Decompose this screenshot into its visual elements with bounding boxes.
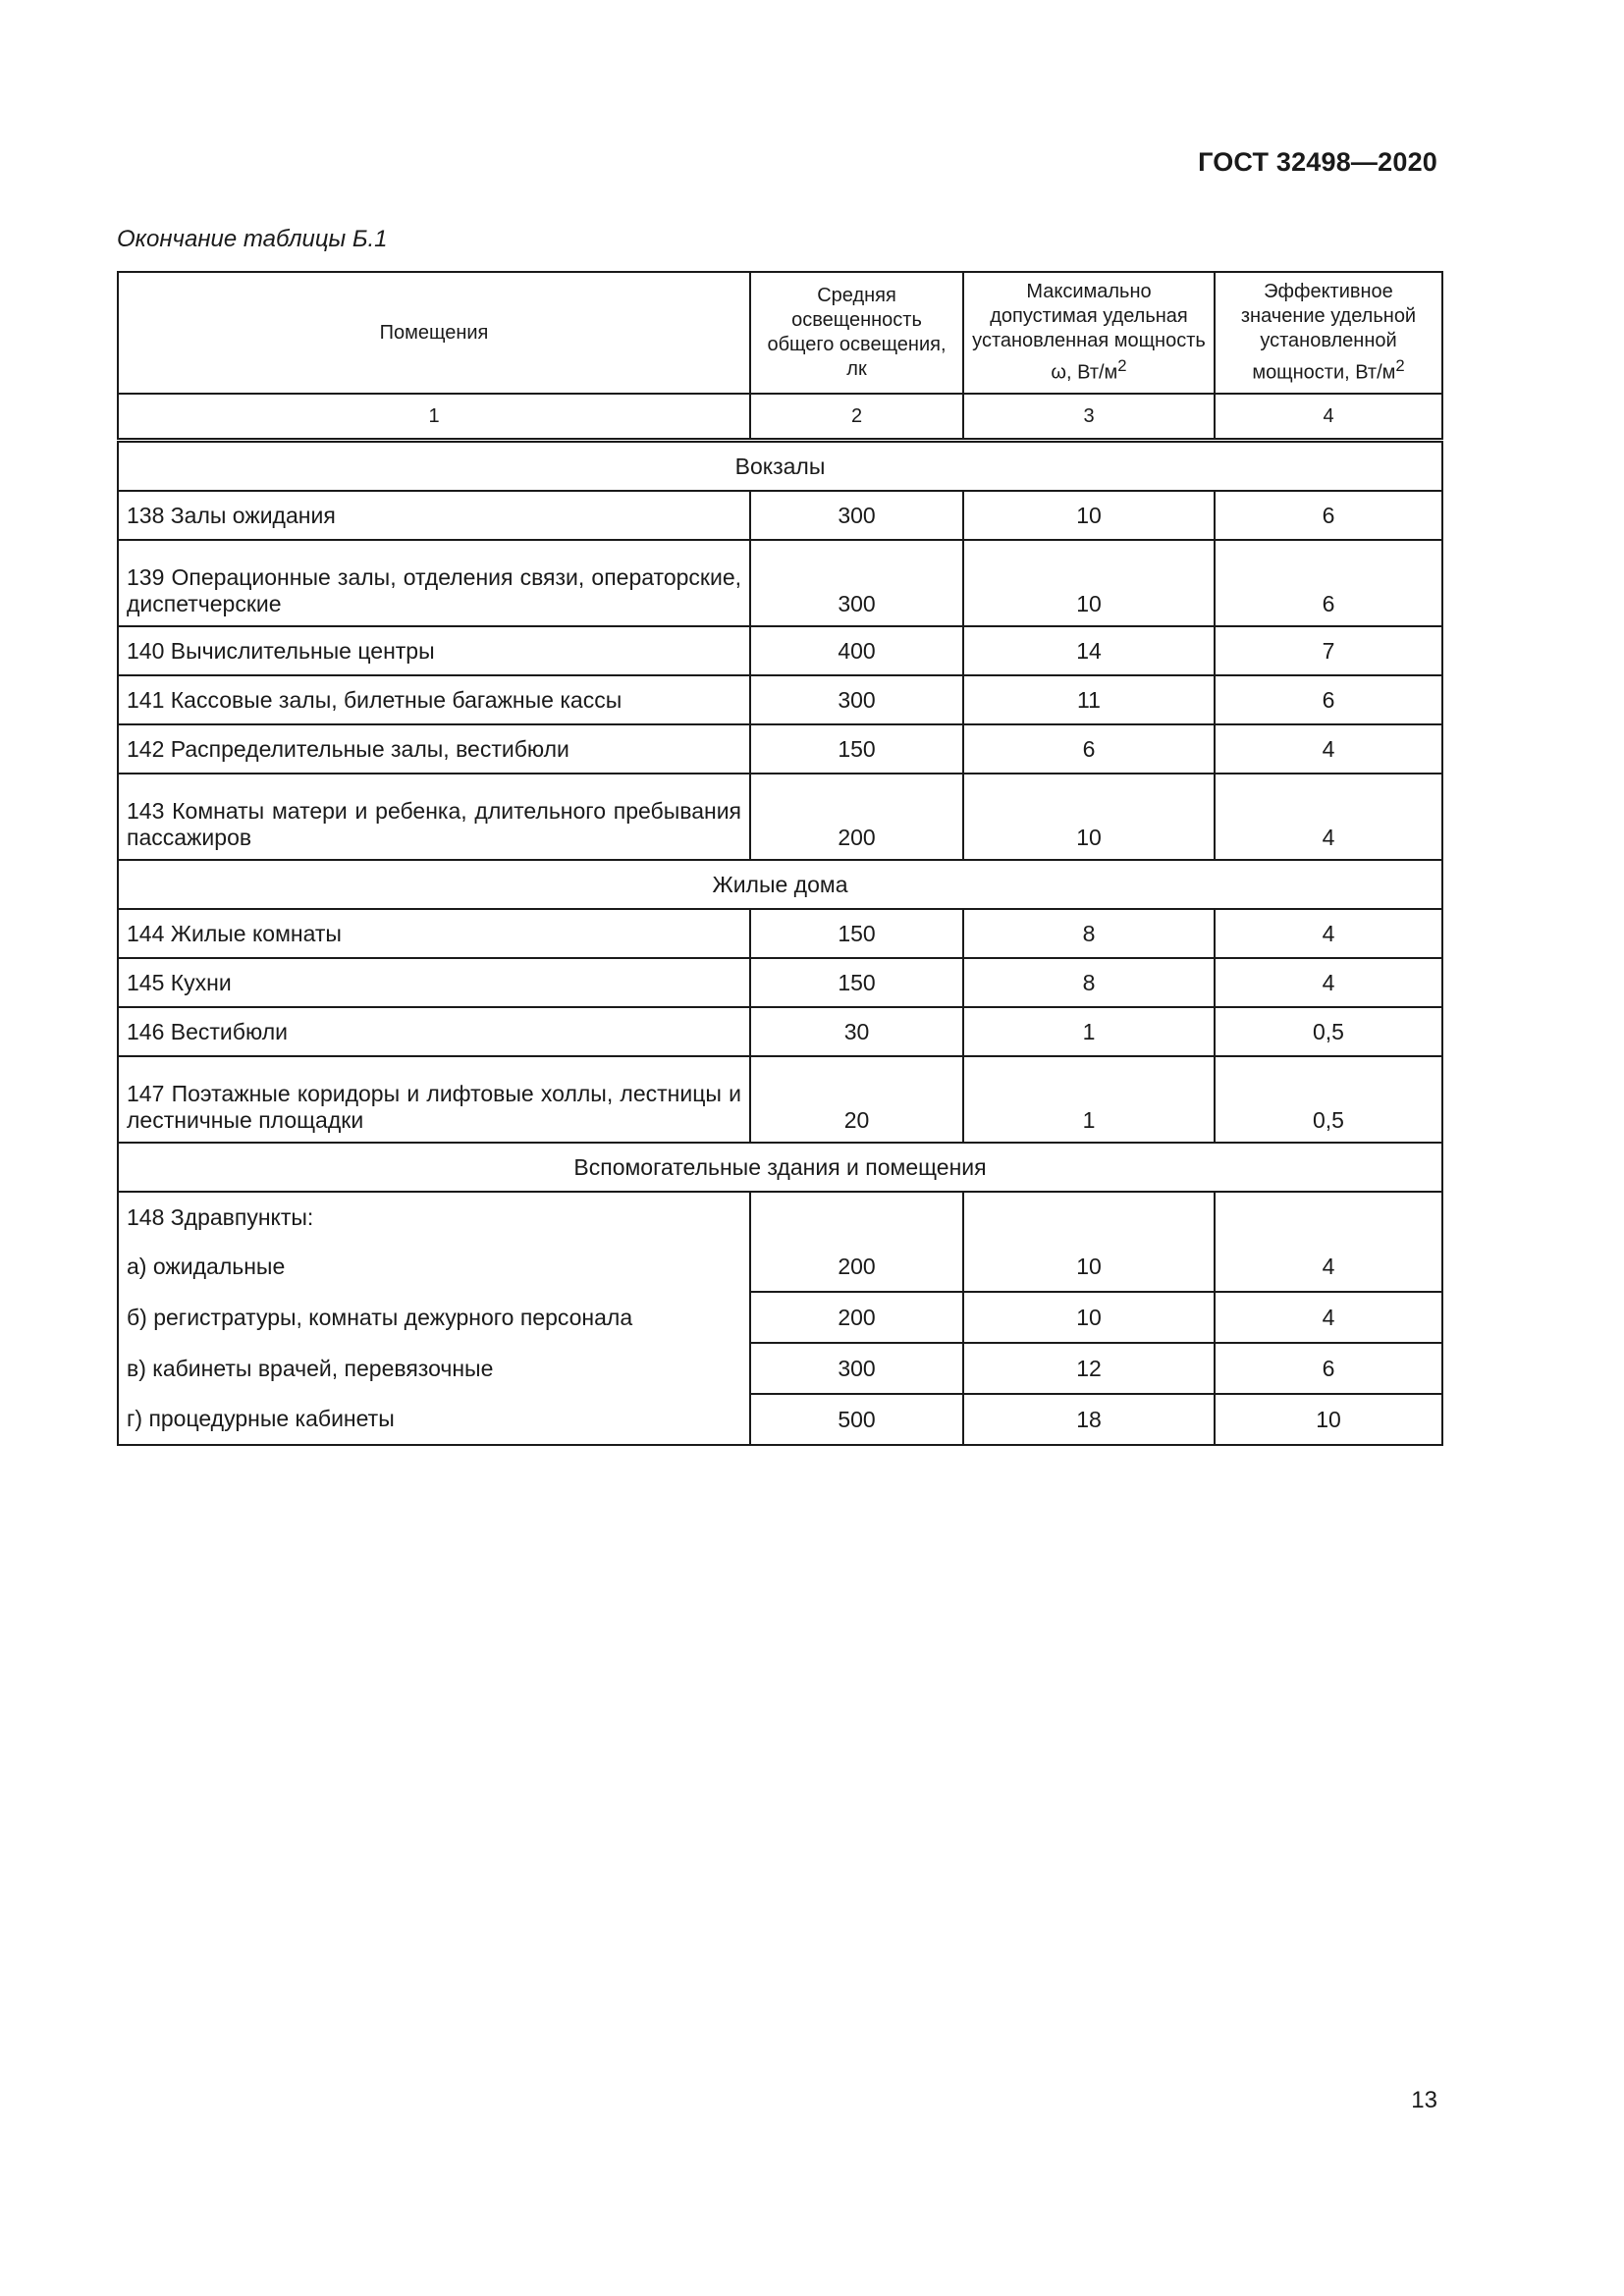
table-row (118, 540, 1442, 626)
max-power-value: 11 (963, 675, 1215, 724)
effective-power-value: 7 (1215, 626, 1442, 675)
illuminance-value: 150 (750, 724, 963, 774)
room-name: 138 Залы ожидания (118, 491, 750, 540)
table-row (118, 675, 1442, 724)
table-row (118, 626, 1442, 675)
illuminance-value: 150 (750, 909, 963, 958)
table-row (118, 1056, 1442, 1143)
max-power-value: 1 (963, 1007, 1215, 1056)
column-number: 2 (750, 394, 963, 441)
effective-power-value: 6 (1215, 491, 1442, 540)
effective-power-value: 4 (1215, 724, 1442, 774)
lighting-power-table (117, 271, 1443, 1446)
illuminance-value: 20 (750, 1056, 963, 1143)
table-row (118, 724, 1442, 774)
effective-power-value: 4 (1215, 958, 1442, 1007)
column-header-max-power: Максимально допустимая удельная установленная мощность ω, $Вт/м^2$ (963, 272, 1215, 394)
table-row (118, 1343, 1442, 1394)
column-number: 4 (1215, 394, 1442, 441)
room-name: г) процедурные кабинеты (118, 1394, 750, 1445)
room-name: 143 Комнаты матери и ребенка, длительного пребывания пассажиров (118, 774, 750, 860)
max-power-value: 14 (963, 626, 1215, 675)
illuminance-value: 500 (750, 1394, 963, 1445)
max-power-value: 10 (963, 491, 1215, 540)
column-header-illuminance: Средняя освещенность общего освещения, лк (750, 272, 963, 394)
table-row (118, 1242, 1442, 1292)
table-caption: Окончание таблицы Б.1 (117, 226, 388, 252)
room-name: а) ожидальные (118, 1242, 750, 1292)
section-row (118, 441, 1442, 492)
column-header-rooms: Помещения (118, 272, 750, 394)
column-number-row (118, 394, 1442, 441)
effective-power-value: 6 (1215, 1343, 1442, 1394)
table-row (118, 958, 1442, 1007)
table-row (118, 909, 1442, 958)
illuminance-value: 150 (750, 958, 963, 1007)
illuminance-value: 300 (750, 1343, 963, 1394)
room-name: б) регистратуры, комнаты дежурного персонала (118, 1292, 750, 1343)
column-header-effective-power: Эффективное значение удельной установленной мощности, $Вт/м^2$ (1215, 272, 1442, 394)
effective-power-value: 10 (1215, 1394, 1442, 1445)
room-name: 140 Вычислительные центры (118, 626, 750, 675)
illuminance-value: 200 (750, 1292, 963, 1343)
max-power-value: 10 (963, 774, 1215, 860)
illuminance-value: 200 (750, 1242, 963, 1292)
empty-cell (750, 1192, 963, 1242)
max-power-value: 10 (963, 540, 1215, 626)
section-row (118, 1143, 1442, 1192)
effective-power-value: 0,5 (1215, 1056, 1442, 1143)
table-row (118, 1192, 1442, 1242)
max-power-value: 10 (963, 1292, 1215, 1343)
table-row (118, 1007, 1442, 1056)
section-title: Жилые дома (118, 860, 1442, 909)
illuminance-value: 200 (750, 774, 963, 860)
room-name: 141 Кассовые залы, билетные багажные кассы (118, 675, 750, 724)
effective-power-value: 6 (1215, 675, 1442, 724)
section-row (118, 860, 1442, 909)
max-power-value: 8 (963, 909, 1215, 958)
room-name: 145 Кухни (118, 958, 750, 1007)
effective-power-value: 4 (1215, 909, 1442, 958)
empty-cell (963, 1192, 1215, 1242)
empty-cell (1215, 1192, 1442, 1242)
effective-power-value: 4 (1215, 774, 1442, 860)
illuminance-value: 400 (750, 626, 963, 675)
table-row (118, 1394, 1442, 1445)
max-power-value: 18 (963, 1394, 1215, 1445)
max-power-value: 8 (963, 958, 1215, 1007)
table-header-row (118, 272, 1442, 394)
standard-code: ГОСТ 32498—2020 (1198, 147, 1437, 177)
table-row (118, 491, 1442, 540)
max-power-value: 1 (963, 1056, 1215, 1143)
room-name: в) кабинеты врачей, перевязочные (118, 1343, 750, 1394)
section-title: Вокзалы (118, 441, 1442, 492)
illuminance-value: 300 (750, 540, 963, 626)
section-title: Вспомогательные здания и помещения (118, 1143, 1442, 1192)
room-name: 142 Распределительные залы, вестибюли (118, 724, 750, 774)
page-number: 13 (1411, 2087, 1437, 2113)
illuminance-value: 30 (750, 1007, 963, 1056)
max-power-value: 6 (963, 724, 1215, 774)
effective-power-value: 6 (1215, 540, 1442, 626)
column-number: 1 (118, 394, 750, 441)
room-group-name: 148 Здравпункты: (118, 1192, 750, 1242)
illuminance-value: 300 (750, 491, 963, 540)
max-power-value: 12 (963, 1343, 1215, 1394)
effective-power-value: 4 (1215, 1292, 1442, 1343)
room-name: 147 Поэтажные коридоры и лифтовые холлы, лестницы и лестничные площадки (118, 1056, 750, 1143)
room-name: 146 Вестибюли (118, 1007, 750, 1056)
max-power-value: 10 (963, 1242, 1215, 1292)
table-row (118, 1292, 1442, 1343)
column-number: 3 (963, 394, 1215, 441)
table-row (118, 774, 1442, 860)
room-name: 144 Жилые комнаты (118, 909, 750, 958)
illuminance-value: 300 (750, 675, 963, 724)
effective-power-value: 0,5 (1215, 1007, 1442, 1056)
effective-power-value: 4 (1215, 1242, 1442, 1292)
room-name: 139 Операционные залы, отделения связи, операторские, диспетчерские (118, 540, 750, 626)
